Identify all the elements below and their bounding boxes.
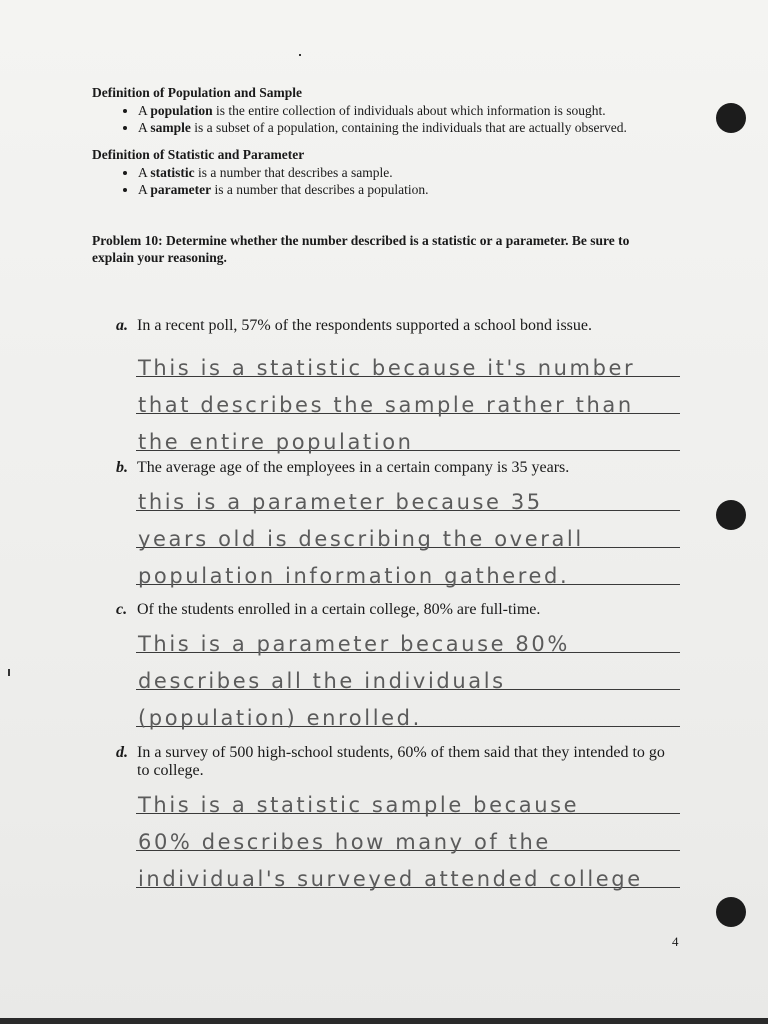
defined-term: statistic (150, 165, 195, 180)
question-letter: b. (116, 459, 128, 476)
question-prompt (116, 744, 676, 780)
scan-edge (0, 1018, 768, 1024)
answer-line (136, 474, 680, 514)
answer-line (136, 690, 680, 730)
answer-area (136, 616, 680, 730)
section-heading: Definition of Statistic and Parameter (92, 147, 305, 162)
answer-line (136, 814, 680, 854)
bullet-text: A (138, 182, 151, 197)
handwritten-answer: This is a statistic sample because (138, 793, 580, 817)
answer-line (136, 340, 680, 380)
handwritten-answer: the entire population (138, 430, 414, 454)
bullet-item (138, 164, 692, 181)
bullet-text: is a number that describes a population. (211, 182, 429, 197)
defined-term: sample (150, 120, 191, 135)
problem-title: Problem 10: Determine whether the number described is a statistic or a parameter. Be sure to explain your reasoning. (92, 233, 630, 265)
answer-line (136, 777, 680, 817)
defined-term: parameter (150, 182, 212, 197)
handwritten-answer: years old is describing the overall (138, 527, 584, 551)
defined-term: population (150, 103, 213, 118)
bullet-text: A (138, 165, 151, 180)
answer-line (136, 851, 680, 891)
bullet-text: is the entire collection of individuals about which information is sought. (212, 103, 606, 118)
bullet-item (138, 181, 692, 198)
question-letter: a. (116, 317, 128, 334)
page-number: 4 (672, 934, 679, 949)
answer-area (136, 340, 680, 454)
answer-line (136, 377, 680, 417)
bullet-item (138, 102, 692, 119)
stray-mark (8, 669, 10, 676)
question-prompt (116, 317, 676, 335)
handwritten-answer: This is a statistic because it's number (138, 356, 636, 380)
binder-hole-bottom (716, 897, 746, 927)
bullet-list (92, 102, 692, 136)
handwritten-answer: individual's surveyed attended college (138, 867, 643, 891)
bullet-list (92, 164, 692, 198)
section-heading: Definition of Population and Sample (92, 85, 303, 100)
bullet-text: is a number that describes a sample. (194, 165, 393, 180)
question-text: In a recent poll, 57% of the respondents supported a school bond issue. (137, 317, 593, 334)
binder-hole-middle (716, 500, 746, 530)
bullet-text: A (138, 103, 151, 118)
worksheet-content (92, 84, 692, 266)
bullet-text: A (138, 120, 151, 135)
handwritten-answer: describes all the individuals (138, 669, 506, 693)
answer-area (136, 777, 680, 891)
handwritten-answer: population information gathered. (138, 564, 570, 588)
definition-section-2 (92, 146, 692, 198)
handwritten-answer: This is a parameter because 80% (138, 632, 570, 656)
bullet-item (138, 119, 692, 136)
handwritten-answer: that describes the sample rather than (138, 393, 634, 417)
question-text: Of the students enrolled in a certain college, 80% are full-time. (137, 601, 541, 618)
question-text: In a survey of 500 high-school students, 60% of them said that they intended to go to college. (137, 744, 665, 779)
question-text: The average age of the employees in a certain company is 35 years. (137, 459, 570, 476)
handwritten-answer: this is a parameter because 35 (138, 490, 543, 514)
binder-hole-top (716, 103, 746, 133)
question-letter: d. (116, 744, 128, 761)
bullet-text: is a subset of a population, containing the individuals that are actually observed. (190, 120, 627, 135)
answer-line (136, 548, 680, 588)
answer-line (136, 616, 680, 656)
answer-area (136, 474, 680, 588)
answer-line (136, 653, 680, 693)
question-letter: c. (116, 601, 128, 618)
handwritten-answer: (population) enrolled. (138, 706, 422, 730)
answer-line (136, 511, 680, 551)
stray-dot (299, 54, 301, 56)
answer-line (136, 414, 680, 454)
handwritten-answer: 60% describes how many of the (138, 830, 551, 854)
definition-section-1 (92, 84, 692, 136)
